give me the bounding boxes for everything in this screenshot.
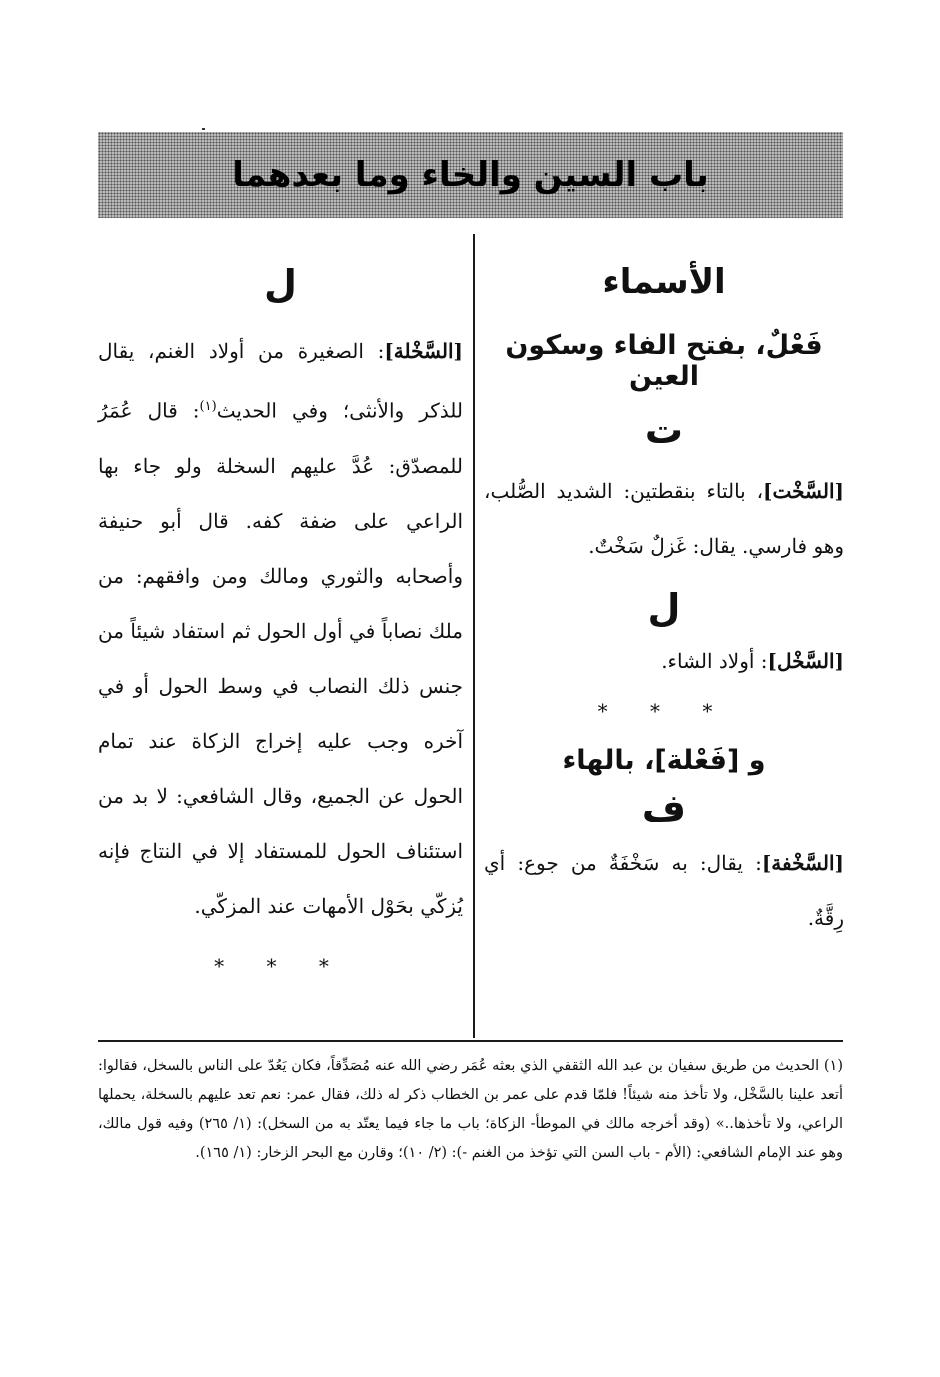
pattern-heading-2: و [فَعْلة]، بالهاء <box>562 745 766 776</box>
right-column <box>484 240 844 946</box>
pattern-heading-1: فَعْلٌ، بفتح الفاء وسكون العين <box>505 330 823 392</box>
entry-sakhl <box>484 634 844 689</box>
entry-term: [السَّخْت] <box>763 479 844 503</box>
separator-stars: * * * <box>597 699 731 723</box>
entry-sakhla <box>98 324 463 934</box>
entry-sakht <box>484 464 844 574</box>
entry-text: : الصغيرة من أولاد الغنم، يقال للذكر والأنثى؛ وفي الحديث <box>98 339 463 423</box>
entry-term: [السَّخْفة] <box>761 851 844 875</box>
chapter-header-band <box>98 132 843 218</box>
separator-stars: * * * <box>214 953 347 978</box>
entry-text: ، بالتاء بنقطتين: الشديد الصُّلب، وهو فارسي. يقال: غَزلٌ سَخْتٌ. <box>484 479 844 558</box>
letter-heading-lam: ل <box>264 262 297 306</box>
letter-heading-ta: ت <box>644 408 684 452</box>
entry-term: [السَّخْل] <box>767 649 844 673</box>
footnote-reference: (١) <box>199 399 217 414</box>
chapter-title: باب السين والخاء وما بعدهما <box>232 155 709 195</box>
section-title: الأسماء <box>602 262 726 302</box>
scan-speck <box>202 128 205 130</box>
letter-heading-lam: ل <box>647 586 681 630</box>
footnote-rule <box>98 1040 843 1042</box>
entry-sakhfa <box>484 836 844 946</box>
column-divider <box>473 234 475 1038</box>
entry-text: : أولاد الشاء. <box>661 649 768 673</box>
entry-text: : يقال: به سَخْفَةٌ من جوع: أي رِقَّةٌ. <box>484 851 844 930</box>
entry-term: [السَّخْلة] <box>384 339 463 363</box>
entry-text-continued: : قال عُمَرُ للمصدّق: عُدَّ عليهم السخلة ولو جاء بها الراعي على ضفة كفه. قال أبو حنيفة وأصحابه والثوري ومالك ومن وافقهم: من ملك نصاباً في أول الحول ثم استفاد شيئاً من جنس ذلك النصاب في وسط الحول أو في آخره وجب عليه إخراج الزكاة عند تمام الحول عن الجميع، وقال الشافعي: لا بد من استئناف الحول للمستفاد إلا في النتاج فإنه يُزكّي بحَوْل الأمهات عند المزكّي. <box>98 398 464 918</box>
letter-heading-fa: ف <box>641 786 687 830</box>
left-column <box>98 240 463 978</box>
footnote: (١) الحديث من طريق سفيان بن عبد الله الثقفي الذي بعثه عُمَر رضي الله عنه مُصَدِّقاً، فكان يَعُدّ على الناس بالسخل، فقالوا: أتعد علينا بالسَّخْل، ولا تأخذ منه شيئاً! فلمّا قدم على عمر بن الخطاب ذكر له ذلك، فقال عمر: نعم تعد عليهم بالسخلة، يحملها الراعي، ولا تأخذها..» (وقد أخرجه مالك في الموطأ- الزكاة؛ باب ما جاء فيما يعتّد به من السخل): (١/ ٢٦٥) وفيه قول مالك، وهو عند الإمام الشافعي: (الأم - باب السن التي تؤخذ من الغنم -): (٢/ ١٠)؛ وقارن مع البحر الزخار: (١/ ١٦٥). <box>98 1058 844 1161</box>
